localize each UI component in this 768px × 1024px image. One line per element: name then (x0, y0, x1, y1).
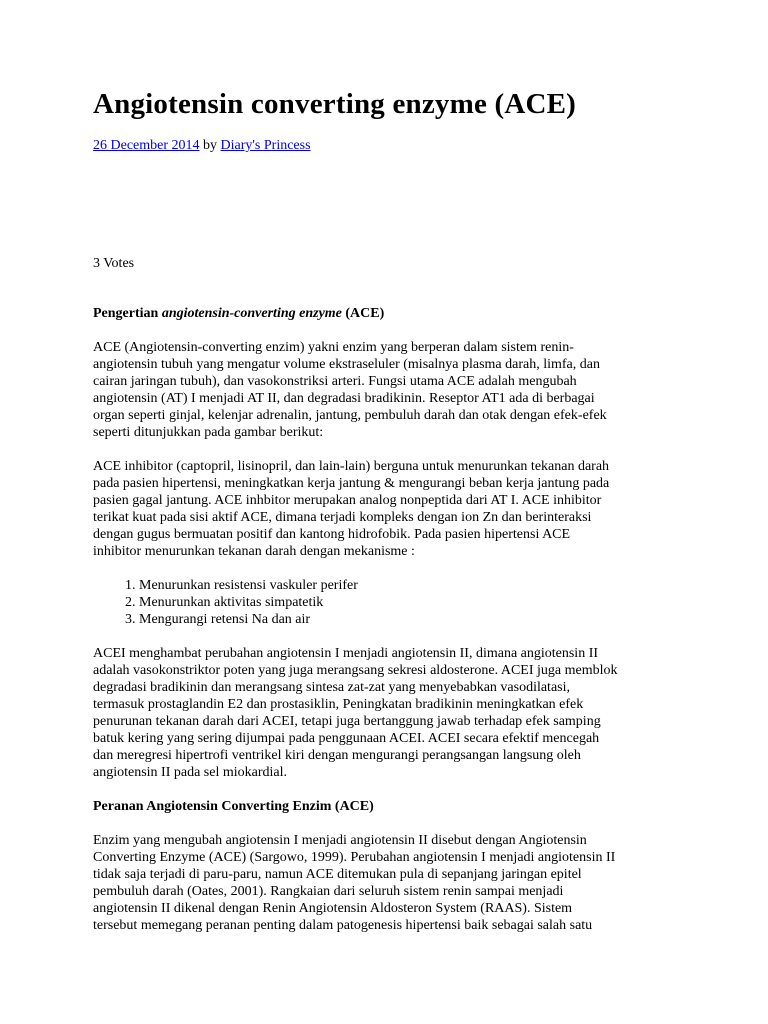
text-line: dan meregresi hipertrofi ventrikel kiri dengan mengurangi perangsangan langsung oleh (93, 748, 581, 763)
text-line: tersebut memegang peranan penting dalam patogenesis hipertensi baik sebagai salah satu (93, 918, 593, 933)
text-line: cairan jaringan tubuh), dan vasokonstriksi arteri. Fungsi utama ACE adalah mengubah (93, 374, 577, 389)
by-label: by (203, 138, 218, 153)
text-line: seperti ditunjukkan pada gambar berikut: (93, 425, 324, 440)
heading-prefix: Pengertian (93, 306, 162, 321)
date-link[interactable]: 26 December 2014 (93, 138, 200, 153)
text-line: pembuluh darah (Oates, 2001). Rangkaian dari seluruh sistem renin sampai menjadi (93, 884, 564, 899)
heading-suffix: (ACE) (341, 306, 385, 321)
text-line: termasuk prostaglandin E2 dan prostasiklin, Peningkatan bradikinin meningkatkan efek (93, 697, 584, 712)
article-meta (93, 138, 311, 154)
text-line: angiotensin II pada sel miokardial. (93, 765, 287, 780)
text-line: pasien gagal jantung. ACE inhbitor merupakan analog nonpeptida dari AT I. ACE inhibitor (93, 493, 602, 508)
heading-italic-term: angiotensin-converting enzyme (161, 306, 342, 321)
article-title: Angiotensin converting enzyme (ACE) (93, 88, 577, 120)
text-line: organ seperti ginjal, kelenjar adrenalin, jantung, pembuluh darah dan otak dengan efek-efek (93, 408, 607, 423)
list-item: 1. Menurunkan resistensi vaskuler perifer (139, 577, 683, 594)
text-line: ACEI menghambat perubahan angiotensin I menjadi angiotensin II, dimana angiotensin II (93, 646, 599, 661)
article-body (93, 305, 683, 951)
text-line: ACE (Angiotensin-converting enzim) yakni enzim yang berperan dalam sistem renin- (93, 340, 574, 355)
text-line: angiotensin tubuh yang mengatur volume ekstraseluler (misalnya plasma darah, limfa, dan (93, 357, 600, 372)
text-line: Converting Enzyme (ACE) (Sargowo, 1999). Perubahan angiotensin I menjadi angiotensin II (93, 850, 616, 865)
text-line: degradasi bradikinin dan merangsang sintesa zat-zat yang menyebabkan vasodilatasi, (93, 680, 570, 695)
text-line: adalah vasokonstriktor poten yang juga merangsang sekresi aldosterone. ACEI juga memblok (93, 663, 618, 678)
paragraph-ace-inhibitor (93, 458, 683, 560)
text-line: batuk kering yang sering dijumpai pada penggunaan ACEI. ACEI secara efektif mencegah (93, 731, 600, 746)
text-line: tidak saja terjadi di paru-paru, namun ACE ditemukan pula di sepanjang jaringan epitel (93, 867, 582, 882)
text-line: inhibitor menurunkan tekanan darah dengan mekanisme : (93, 544, 415, 559)
text-line: penurunan tekanan darah dari ACEI, tetapi juga bertanggung jawab terhadap efek samping (93, 714, 601, 729)
author-link[interactable]: Diary's Princess (220, 138, 311, 153)
mechanism-list (93, 577, 683, 628)
list-item: 3. Mengurangi retensi Na dan air (139, 611, 683, 628)
text-line: dengan gugus bermuatan positif dan kantong hidrofobik. Pada pasien hipertensi ACE (93, 527, 571, 542)
votes-count: 3 Votes (93, 256, 135, 271)
list-item: 2. Menurunkan aktivitas simpatetik (139, 594, 683, 611)
text-line: ACE inhibitor (captopril, lisinopril, dan lain-lain) berguna untuk menurunkan tekanan darah (93, 459, 610, 474)
paragraph-acei (93, 645, 683, 781)
text-line: pada pasien hipertensi, meningkatkan kerja jantung & mengurangi beban kerja jantung pada (93, 476, 610, 491)
paragraph-definition (93, 339, 683, 441)
text-line: angiotensin II dikenal dengan Renin Angiotensin Aldosteron System (RAAS). Sistem (93, 901, 573, 916)
section-heading-peranan: Peranan Angiotensin Converting Enzim (ACE) (93, 799, 374, 814)
paragraph-peranan (93, 832, 683, 934)
text-line: angiotensin (AT) I menjadi AT II, dan degradasi bradikinin. Reseptor AT1 ada di berbagai (93, 391, 595, 406)
text-line: terikat kuat pada sisi aktif ACE, dimana terjadi kompleks dengan ion Zn dan berinteraksi (93, 510, 592, 525)
section-heading-pengertian (93, 305, 683, 322)
text-line: Enzim yang mengubah angiotensin I menjadi angiotensin II disebut dengan Angiotensin (93, 833, 587, 848)
